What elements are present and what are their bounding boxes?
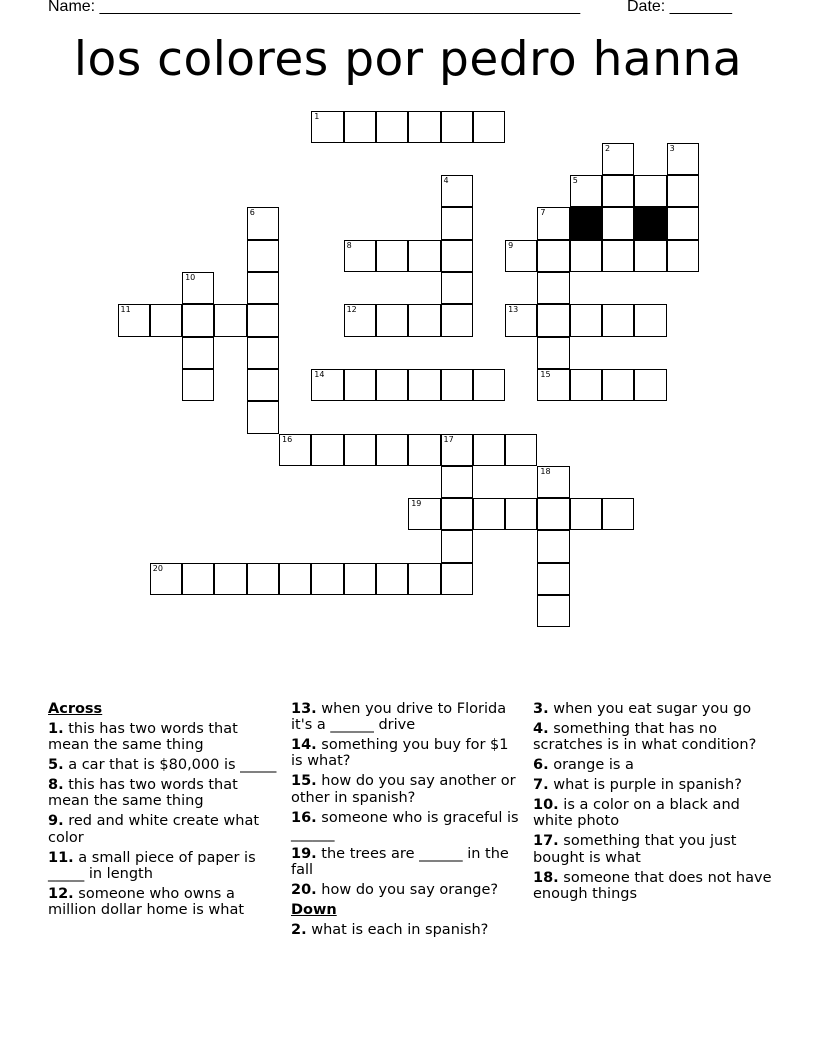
crossword-cell[interactable]	[537, 207, 569, 239]
clue-number: 16	[282, 434, 293, 444]
clue	[291, 810, 519, 842]
crossword-cell[interactable]	[247, 369, 279, 401]
clue	[48, 850, 280, 882]
clue	[48, 721, 280, 753]
clue	[291, 701, 519, 733]
crossword-cell[interactable]	[247, 337, 279, 369]
clue-number: 8.	[48, 777, 64, 794]
clue-number: 6	[249, 208, 255, 218]
clue-number: 3	[669, 143, 675, 153]
crossword-cell[interactable]	[408, 304, 440, 336]
clue-text: the trees are ______ in the fall	[291, 845, 509, 879]
clue-text: what is each in spanish?	[306, 922, 489, 939]
crossword-cell[interactable]	[667, 207, 699, 239]
down-heading: Down	[291, 902, 337, 919]
clue-text: something that has no scratches is in what condition?	[533, 721, 757, 754]
name-label: Name:	[48, 0, 96, 15]
crossword-cell[interactable]	[505, 240, 537, 272]
crossword-cell[interactable]	[441, 304, 473, 336]
page-title: los colores por pedro hanna	[73, 32, 743, 87]
clue	[48, 777, 280, 809]
clue-number: 20	[152, 563, 163, 573]
clue-text: someone who is graceful is ______	[291, 809, 519, 842]
crossword-cell[interactable]	[311, 434, 343, 466]
crossword-cell[interactable]	[537, 240, 569, 272]
crossword-cell[interactable]	[441, 111, 473, 143]
crossword-cell[interactable]	[634, 240, 666, 272]
crossword-cell[interactable]	[118, 304, 150, 336]
clue	[291, 737, 519, 769]
crossword-cell[interactable]	[667, 143, 699, 175]
clue-number: 4	[443, 176, 449, 186]
clue-number: 5	[572, 176, 578, 186]
clue	[533, 701, 773, 717]
crossword-cell[interactable]	[537, 530, 569, 562]
clue-number: 15	[540, 369, 551, 379]
crossword-cell[interactable]	[376, 563, 408, 595]
crossword-cell[interactable]	[602, 304, 634, 336]
crossword-cell[interactable]	[408, 369, 440, 401]
crossword-cell[interactable]	[473, 434, 505, 466]
clue-text: something you buy for $1 is what?	[291, 737, 509, 770]
crossword-cell[interactable]	[150, 563, 182, 595]
crossword-cell[interactable]	[247, 272, 279, 304]
date-line: _______	[669, 0, 732, 15]
clue-text: this has two words that mean the same thing	[48, 777, 238, 810]
crossword-cell[interactable]	[279, 434, 311, 466]
clue-number: 11	[120, 305, 131, 315]
crossword-cell[interactable]	[247, 563, 279, 595]
crossword-cell[interactable]	[182, 304, 214, 336]
crossword-cell[interactable]	[311, 111, 343, 143]
across-heading: Across	[48, 701, 103, 717]
crossword-cell[interactable]	[279, 563, 311, 595]
clues-column-3	[533, 701, 773, 906]
clue	[48, 813, 280, 845]
crossword-cell[interactable]	[537, 498, 569, 530]
clue-text: red and white create what color	[48, 813, 260, 846]
crossword-cell[interactable]	[602, 143, 634, 175]
crossword-cell[interactable]	[408, 498, 440, 530]
clue-number: 3.	[533, 701, 549, 717]
crossword-cell[interactable]	[667, 240, 699, 272]
crossword-cell[interactable]	[537, 563, 569, 595]
clue	[291, 773, 519, 805]
crossword-cell[interactable]	[376, 240, 408, 272]
clue	[533, 870, 773, 902]
clue-number: 20.	[291, 882, 317, 899]
clue-text: when you drive to Florida it's a ______ drive	[291, 701, 507, 734]
crossword-cell[interactable]	[182, 563, 214, 595]
clue-number: 15.	[291, 773, 317, 790]
crossword-cell[interactable]	[408, 434, 440, 466]
crossword-cell[interactable]	[344, 111, 376, 143]
crossword-cell[interactable]	[182, 272, 214, 304]
crossword-cell[interactable]	[537, 337, 569, 369]
clue-number: 11.	[48, 849, 74, 866]
clue-number: 4.	[533, 721, 549, 737]
clue-text: this has two words that mean the same thing	[48, 721, 238, 754]
crossword-cell[interactable]	[537, 272, 569, 304]
crossword-cell[interactable]	[247, 401, 279, 433]
clue-number: 16.	[291, 809, 317, 826]
clue-text: something that you just bought is what	[533, 833, 737, 866]
clue	[533, 833, 773, 865]
clue-text: a car that is $80,000 is _____	[63, 757, 277, 774]
crossword-cell[interactable]	[441, 207, 473, 239]
crossword-block	[634, 207, 666, 239]
crossword-cell[interactable]	[441, 272, 473, 304]
clue	[533, 721, 773, 753]
clue-text: orange is a	[548, 757, 634, 774]
clues-column-1	[48, 701, 280, 922]
crossword-cell[interactable]	[570, 175, 602, 207]
crossword-cell[interactable]	[441, 530, 473, 562]
crossword-cell[interactable]	[537, 466, 569, 498]
crossword-cell[interactable]	[602, 175, 634, 207]
crossword-cell[interactable]	[570, 369, 602, 401]
clue-text: a small piece of paper is _____ in length	[48, 849, 256, 882]
crossword-cell[interactable]	[441, 369, 473, 401]
crossword-cell[interactable]	[505, 498, 537, 530]
clue-number: 10.	[533, 797, 559, 814]
crossword-cell[interactable]	[473, 369, 505, 401]
clue-text: when you eat sugar you go	[548, 701, 752, 717]
clue-text: someone that does not have enough things	[533, 869, 772, 902]
clue-text: how do you say another or other in spanish?	[291, 773, 516, 806]
crossword-cell[interactable]	[311, 369, 343, 401]
crossword-cell[interactable]	[602, 207, 634, 239]
crossword-cell[interactable]	[376, 111, 408, 143]
crossword-cell[interactable]	[441, 434, 473, 466]
crossword-cell[interactable]	[537, 369, 569, 401]
crossword-cell[interactable]	[441, 498, 473, 530]
clue-number: 18	[540, 466, 551, 476]
clue-number: 18.	[533, 869, 559, 886]
crossword-cell[interactable]	[537, 595, 569, 627]
crossword-cell[interactable]	[634, 175, 666, 207]
clue-number: 2	[605, 143, 611, 153]
clue	[291, 882, 519, 898]
clue	[533, 797, 773, 829]
clue-number: 19	[411, 499, 422, 509]
crossword-cell[interactable]	[408, 563, 440, 595]
clue-number: 13.	[291, 701, 317, 717]
crossword-cell[interactable]	[408, 111, 440, 143]
crossword-cell[interactable]	[344, 304, 376, 336]
crossword-cell[interactable]	[473, 111, 505, 143]
name-line: ______________________________________________________	[99, 0, 581, 15]
crossword-cell[interactable]	[344, 240, 376, 272]
crossword-cell[interactable]	[214, 563, 246, 595]
clue	[291, 922, 519, 938]
clue-text: how do you say orange?	[316, 882, 499, 899]
crossword-cell[interactable]	[537, 304, 569, 336]
clue	[533, 777, 773, 793]
crossword-cell[interactable]	[344, 563, 376, 595]
clue-number: 1	[314, 111, 320, 121]
crossword-cell[interactable]	[602, 369, 634, 401]
crossword-cell[interactable]	[441, 563, 473, 595]
crossword-cell[interactable]	[473, 498, 505, 530]
crossword-cell[interactable]	[344, 369, 376, 401]
crossword-cell[interactable]	[214, 304, 246, 336]
crossword-cell[interactable]	[247, 304, 279, 336]
crossword-cell[interactable]	[344, 434, 376, 466]
clue-number: 7.	[533, 777, 549, 794]
crossword-cell[interactable]	[634, 369, 666, 401]
clue	[533, 757, 773, 773]
crossword-cell[interactable]	[376, 304, 408, 336]
clue-number: 13	[508, 305, 519, 315]
clue	[291, 846, 519, 878]
date-label: Date:	[627, 0, 666, 15]
clue-text: is a color on a black and white photo	[533, 797, 740, 830]
clue-number: 19.	[291, 845, 317, 862]
clue-number: 8	[346, 240, 352, 250]
crossword-cell[interactable]	[441, 466, 473, 498]
crossword-cell[interactable]	[247, 240, 279, 272]
clue-number: 7	[540, 208, 546, 218]
crossword-cell[interactable]	[505, 304, 537, 336]
crossword-cell[interactable]	[570, 240, 602, 272]
clue-number: 6.	[533, 757, 549, 774]
clue-number: 10	[185, 273, 196, 282]
crossword-cell[interactable]	[247, 207, 279, 239]
clues-column-2	[291, 701, 519, 942]
crossword-cell[interactable]	[441, 175, 473, 207]
crossword-cell[interactable]	[150, 304, 182, 336]
crossword-block	[570, 207, 602, 239]
crossword-cell[interactable]	[505, 434, 537, 466]
crossword-cell[interactable]	[182, 337, 214, 369]
crossword-cell[interactable]	[570, 498, 602, 530]
crossword-cell[interactable]	[376, 434, 408, 466]
clue-number: 17	[443, 434, 454, 444]
clue-number: 12	[346, 305, 357, 315]
clue-number: 2.	[291, 922, 307, 939]
clue	[48, 757, 280, 773]
crossword-cell[interactable]	[667, 175, 699, 207]
clue-number: 9.	[48, 813, 64, 830]
crossword-cell[interactable]	[570, 304, 602, 336]
clue-text: what is purple in spanish?	[548, 777, 742, 794]
clue-number: 14	[314, 369, 325, 379]
clue-number: 14.	[291, 737, 317, 754]
crossword-cell[interactable]	[182, 369, 214, 401]
clue-number: 17.	[533, 833, 559, 850]
crossword-cell[interactable]	[634, 304, 666, 336]
crossword-cell[interactable]	[408, 240, 440, 272]
crossword-cell[interactable]	[602, 498, 634, 530]
crossword-cell[interactable]	[602, 240, 634, 272]
clue-number: 5.	[48, 757, 64, 774]
crossword-cell[interactable]	[441, 240, 473, 272]
crossword-cell[interactable]	[376, 369, 408, 401]
clue-number: 9	[508, 240, 514, 250]
crossword-cell[interactable]	[311, 563, 343, 595]
clue-number: 1.	[48, 721, 64, 737]
clue-text: someone who owns a million dollar home is what	[48, 885, 245, 919]
clue	[48, 886, 280, 918]
clue-number: 12.	[48, 885, 74, 902]
